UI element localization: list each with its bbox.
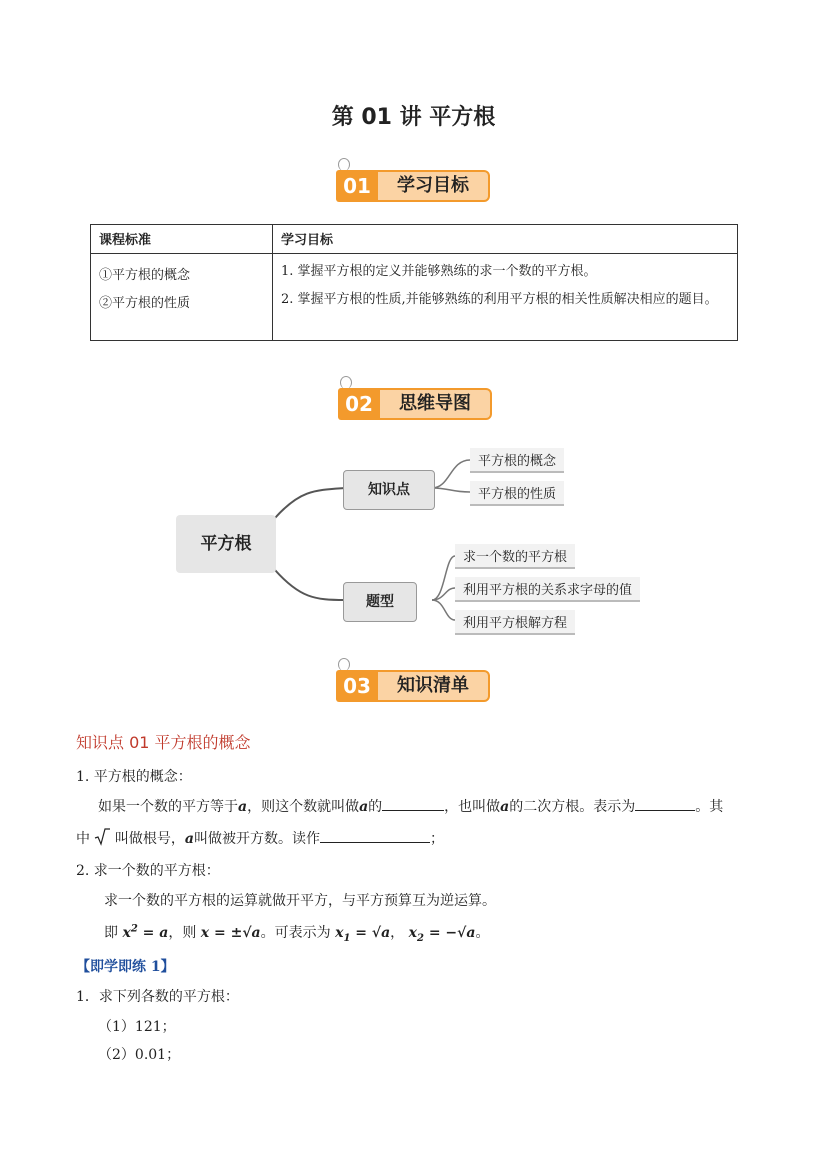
badge-number: 01 <box>336 170 378 202</box>
item2-line2 <box>104 922 489 944</box>
formula-x2-eq-a: $x^2 = a$ <box>122 923 169 941</box>
badge-label: 思维导图 <box>380 388 492 420</box>
badge-label: 学习目标 <box>378 170 490 202</box>
header-standard: 课程标准 <box>91 225 273 254</box>
formula-x1: $x_1 = √a$ <box>335 925 391 944</box>
section-badge-03 <box>336 666 492 702</box>
standards-cell <box>91 254 273 341</box>
practice-label: 【即学即练 1】 <box>76 959 175 975</box>
text: 。可表示为 <box>260 925 331 941</box>
fill-blank[interactable] <box>320 828 430 843</box>
text: 如果一个数的平方等于 <box>98 799 238 815</box>
text: ， <box>390 925 405 941</box>
item2-line1: 求一个数的平方根的运算就做开平方，与平方预算互为逆运算。 <box>104 893 496 909</box>
badge-number: 03 <box>336 670 378 702</box>
practice-item: （2）0.01； <box>98 1047 181 1063</box>
var-a: a <box>184 831 194 847</box>
mindmap-leaf: 求一个数的平方根 <box>455 544 575 569</box>
text: 即 <box>104 925 118 941</box>
practice-question: 1．求下列各数的平方根： <box>76 989 239 1005</box>
objectives-cell <box>273 254 738 341</box>
item1-line1 <box>98 796 723 816</box>
text: ，则 <box>168 925 197 941</box>
item2-title: 2. 求一个数的平方根： <box>76 863 220 879</box>
text: 叫做被开方数。读作 <box>193 831 320 847</box>
goals-table <box>90 224 738 341</box>
objective-item: 2. 掌握平方根的性质,并能够熟练的利用平方根的相关性质解决相应的题目。 <box>281 292 718 307</box>
section-heading: 知识点 01 平方根的概念 <box>76 733 251 752</box>
sqrt-symbol-icon <box>94 828 110 846</box>
table-header-row <box>91 225 738 254</box>
mindmap-leaf: 平方根的概念 <box>470 448 564 473</box>
text: 的二次方根。表示为 <box>509 799 636 815</box>
fill-blank[interactable] <box>635 796 695 811</box>
objective-item: 1. 掌握平方根的定义并能够熟练的求一个数的平方根。 <box>281 264 597 279</box>
mindmap-leaf: 平方根的性质 <box>470 481 564 506</box>
page-title: 第 01 讲 平方根 <box>331 105 496 130</box>
text: 中 <box>76 831 90 847</box>
text: 的 <box>368 799 383 815</box>
header-objective: 学习目标 <box>273 225 738 254</box>
formula-x-pm-sqrt-a: x = ±√a <box>200 925 261 941</box>
mindmap-leaf: 利用平方根的关系求字母的值 <box>455 577 640 602</box>
mindmap-root: 平方根 <box>176 515 276 573</box>
item1-line2 <box>76 828 444 848</box>
text: ； <box>429 831 444 847</box>
mindmap-branch-types: 题型 <box>343 582 417 622</box>
badge-label: 知识清单 <box>378 670 490 702</box>
var-a: a <box>359 799 369 815</box>
standard-item: ①平方根的概念 <box>99 268 191 283</box>
var-a: a <box>238 799 248 815</box>
item1-title: 1. 平方根的概念： <box>76 769 192 785</box>
text: 。 <box>475 925 490 941</box>
mindmap-branch-knowledge: 知识点 <box>343 470 435 510</box>
section-badge-02 <box>338 384 494 420</box>
formula-x2: $x_2 = -√a$ <box>408 925 476 944</box>
var-a: a <box>500 799 510 815</box>
text: 。其 <box>695 799 724 815</box>
mindmap-leaf: 利用平方根解方程 <box>455 610 575 635</box>
fill-blank[interactable] <box>382 796 444 811</box>
text: ，则这个数就叫做 <box>247 799 360 815</box>
section-badge-01 <box>336 166 492 202</box>
table-row <box>91 254 738 341</box>
text: ，也叫做 <box>444 799 501 815</box>
practice-item: （1）121； <box>98 1019 176 1035</box>
standard-item: ②平方根的性质 <box>99 296 191 311</box>
badge-number: 02 <box>338 388 380 420</box>
text: 叫做根号， <box>114 831 185 847</box>
